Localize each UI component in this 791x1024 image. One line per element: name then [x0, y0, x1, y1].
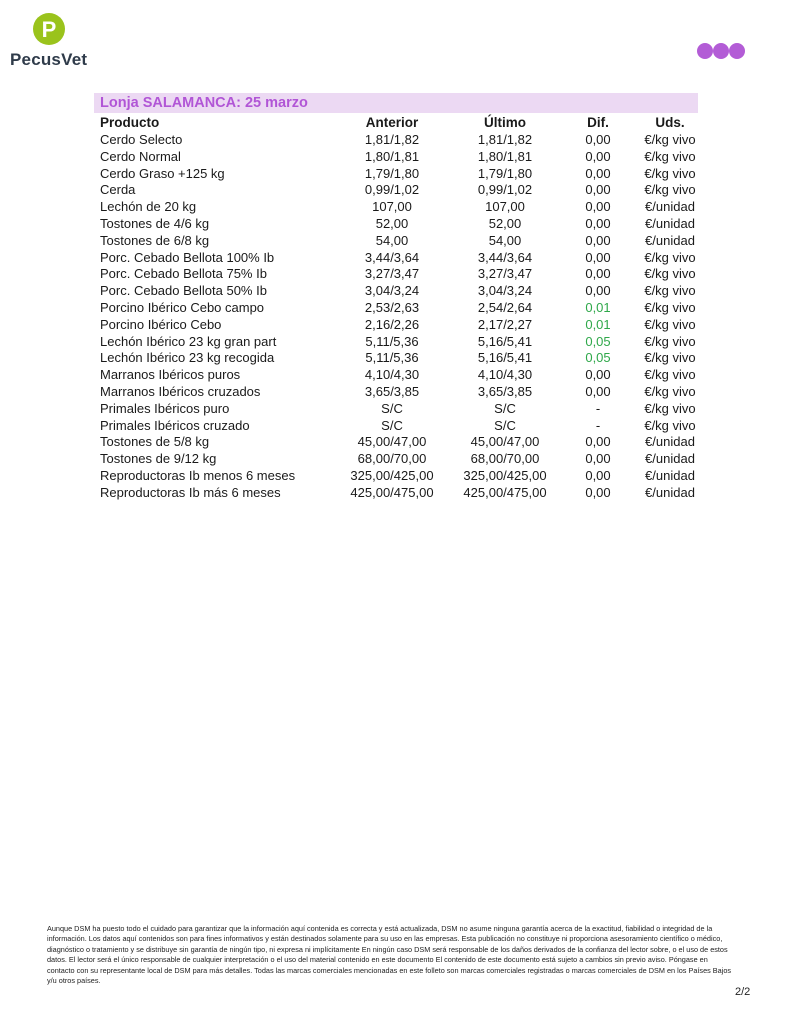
cell-ultimo: 45,00/47,00: [470, 434, 540, 450]
cell-anterior: 2,16/2,26: [364, 316, 420, 332]
cell-uds: €/kg vivo: [644, 383, 696, 399]
table-row: [94, 468, 704, 485]
cell-anterior: 2,53/2,63: [364, 299, 420, 315]
cell-producto: Tostones de 9/12 kg: [100, 451, 217, 467]
disclaimer-text: Aunque DSM ha puesto todo el cuidado para garantizar que la información aquí contenida es correcta y está actualizada, DSM no asume ninguna garantía acerca de la exactitud, fiabilidad o integridad de la información. Los datos aquí contenidos son para fines informativos y están destinados solamente para su uso en las empresas. Esta publicación no constituye ni proporciona asesoramiento científico o médico, diagnóstico o tratamiento y se distribuye sin garantía de ningún tipo, ni expresa ni implícitamente En ningún caso DSM será responsable de los daños derivados de la confianza del lector sobre, o el uso de estos datos. El lector será el único responsable de cualquier interpretación o el uso del material contenido en este documento El contenido de este documento está sujeto a cambios sin previo aviso. Póngase en contacto con su representante local de DSM para más detalles. Todas las marcas comerciales mencionadas en este folleto son marcas comerciales registradas o marcas comerciales de DSM en los Países Bajos y/u otros países.: [47, 924, 732, 986]
cell-producto: Porcino Ibérico Cebo campo: [100, 299, 265, 315]
cell-producto: Lechón de 20 kg: [100, 199, 197, 215]
cell-dif: 0,00: [585, 283, 611, 299]
table-row: [94, 166, 704, 183]
cell-uds: €/unidad: [645, 232, 695, 248]
cell-uds: €/kg vivo: [644, 165, 696, 181]
cell-anterior: 425,00/475,00: [350, 484, 434, 500]
table-row: [94, 182, 704, 199]
header-ultimo: Último: [484, 115, 526, 130]
cell-ultimo: 325,00/425,00: [463, 467, 547, 483]
cell-anterior: 5,11/5,36: [365, 350, 419, 366]
table-row: [94, 334, 704, 351]
cell-dif: 0,05: [585, 350, 611, 366]
table-header-row: [94, 113, 704, 132]
cell-anterior: 3,27/3,47: [364, 266, 420, 282]
cell-producto: Tostones de 4/6 kg: [100, 215, 210, 231]
cell-dif: 0,00: [585, 199, 611, 215]
table-row: [94, 300, 704, 317]
cell-producto: Porc. Cebado Bellota 100% Ib: [100, 249, 275, 265]
cell-ultimo: 3,65/3,85: [477, 383, 533, 399]
cell-anterior: 107,00: [372, 199, 412, 215]
cell-dif: 0,01: [585, 299, 611, 315]
cell-ultimo: 2,17/2,27: [477, 316, 533, 332]
cell-dif: 0,00: [585, 451, 611, 467]
cell-uds: €/unidad: [645, 199, 695, 215]
cell-uds: €/unidad: [645, 451, 695, 467]
cell-dif: 0,05: [585, 333, 611, 349]
table-row: [94, 283, 704, 300]
cell-dif: 0,00: [585, 165, 611, 181]
cell-producto: Tostones de 6/8 kg: [100, 232, 210, 248]
table-row: [94, 250, 704, 267]
price-table-section: [94, 93, 698, 502]
cell-uds: €/unidad: [645, 434, 695, 450]
table-row: [94, 451, 704, 468]
cell-producto: Lechón Ibérico 23 kg gran part: [100, 333, 277, 349]
cell-anterior: 1,79/1,80: [364, 165, 420, 181]
table-row: [94, 132, 704, 149]
cell-uds: €/kg vivo: [644, 316, 696, 332]
dot-icon: [697, 43, 713, 59]
table-title: Lonja SALAMANCA: 25 marzo: [94, 93, 698, 113]
cell-producto: Primales Ibéricos puro: [100, 400, 230, 416]
svg-text:P: P: [41, 17, 57, 42]
cell-dif: -: [595, 417, 601, 433]
cell-dif: 0,00: [585, 434, 611, 450]
cell-producto: Marranos Ibéricos puros: [100, 367, 241, 383]
pecusvet-logo-icon: [32, 12, 66, 46]
cell-uds: €/kg vivo: [644, 283, 696, 299]
cell-ultimo: 52,00: [488, 215, 522, 231]
cell-anterior: S/C: [381, 417, 403, 433]
cell-anterior: 4,10/4,30: [364, 367, 420, 383]
header-dif: Dif.: [587, 115, 609, 130]
header-producto: Producto: [100, 115, 160, 130]
cell-dif: 0,00: [585, 266, 611, 282]
cell-producto: Reproductoras Ib más 6 meses: [100, 484, 281, 500]
cell-ultimo: 5,16/5,41: [477, 333, 533, 349]
cell-ultimo: 68,00/70,00: [470, 451, 540, 467]
cell-uds: €/unidad: [645, 484, 695, 500]
cell-dif: 0,00: [585, 383, 611, 399]
cell-producto: Lechón Ibérico 23 kg recogida: [100, 350, 275, 366]
cell-dif: 0,00: [585, 215, 611, 231]
price-table: [94, 113, 704, 502]
cell-uds: €/kg vivo: [644, 249, 696, 265]
cell-dif: -: [595, 400, 601, 416]
cell-dif: 0,00: [585, 249, 611, 265]
cell-dif: 0,01: [585, 316, 611, 332]
cell-uds: €/kg vivo: [644, 333, 696, 349]
cell-uds: €/kg vivo: [644, 350, 696, 366]
cell-dif: 0,00: [585, 484, 611, 500]
table-row: [94, 199, 704, 216]
cell-producto: Reproductoras Ib menos 6 meses: [100, 467, 296, 483]
cell-anterior: 1,81/1,82: [364, 132, 420, 147]
cell-anterior: 68,00/70,00: [357, 451, 427, 467]
cell-dif: 0,00: [585, 467, 611, 483]
table-row: [94, 418, 704, 435]
table-row: [94, 434, 704, 451]
table-row: [94, 266, 704, 283]
table-row: [94, 485, 704, 502]
dot-icon: [713, 43, 729, 59]
cell-ultimo: 1,80/1,81: [477, 148, 533, 164]
table-row: [94, 401, 704, 418]
decorative-dots: [697, 43, 745, 59]
table-row: [94, 233, 704, 250]
cell-ultimo: 1,81/1,82: [477, 132, 533, 147]
cell-anterior: 325,00/425,00: [350, 467, 434, 483]
cell-producto: Porc. Cebado Bellota 50% Ib: [100, 283, 267, 299]
cell-anterior: 54,00: [375, 232, 409, 248]
cell-producto: Cerdo Selecto: [100, 132, 183, 147]
cell-producto: Cerdo Normal: [100, 148, 181, 164]
cell-anterior: 3,04/3,24: [364, 283, 420, 299]
cell-anterior: 3,65/3,85: [364, 383, 420, 399]
cell-ultimo: 107,00: [485, 199, 525, 215]
cell-uds: €/kg vivo: [644, 132, 696, 147]
cell-ultimo: 0,99/1,02: [477, 182, 533, 198]
cell-ultimo: 2,54/2,64: [477, 299, 533, 315]
cell-producto: Porcino Ibérico Cebo: [100, 316, 222, 332]
cell-ultimo: 4,10/4,30: [477, 367, 533, 383]
dot-icon: [729, 43, 745, 59]
cell-dif: 0,00: [585, 148, 611, 164]
table-body: [94, 132, 704, 502]
cell-producto: Cerdo Graso +125 kg: [100, 165, 225, 181]
cell-anterior: 5,11/5,36: [365, 333, 419, 349]
page-number: 2/2: [735, 986, 751, 998]
table-row: [94, 216, 704, 233]
table-row: [94, 317, 704, 334]
cell-producto: Cerda: [100, 182, 136, 198]
table-row: [94, 149, 704, 166]
cell-dif: 0,00: [585, 232, 611, 248]
cell-uds: €/kg vivo: [644, 400, 696, 416]
cell-producto: Tostones de 5/8 kg: [100, 434, 210, 450]
cell-uds: €/unidad: [645, 467, 695, 483]
table-row: [94, 367, 704, 384]
cell-producto: Porc. Cebado Bellota 75% Ib: [100, 266, 267, 282]
cell-anterior: 1,80/1,81: [364, 148, 420, 164]
cell-uds: €/kg vivo: [644, 299, 696, 315]
cell-uds: €/kg vivo: [644, 182, 696, 198]
cell-producto: Primales Ibéricos cruzado: [100, 417, 250, 433]
cell-ultimo: 54,00: [488, 232, 522, 248]
cell-ultimo: 3,04/3,24: [477, 283, 533, 299]
cell-uds: €/kg vivo: [644, 266, 696, 282]
cell-ultimo: 1,79/1,80: [477, 165, 533, 181]
cell-ultimo: 3,27/3,47: [477, 266, 533, 282]
cell-dif: 0,00: [585, 182, 611, 198]
cell-uds: €/kg vivo: [644, 148, 696, 164]
cell-anterior: 45,00/47,00: [357, 434, 427, 450]
cell-anterior: 3,44/3,64: [364, 249, 420, 265]
cell-ultimo: 425,00/475,00: [463, 484, 547, 500]
table-row: [94, 350, 704, 367]
cell-dif: 0,00: [585, 367, 611, 383]
header-uds: Uds.: [655, 115, 685, 130]
brand-name: PecusVet: [10, 50, 88, 69]
cell-uds: €/kg vivo: [644, 367, 696, 383]
cell-anterior: 52,00: [375, 215, 409, 231]
cell-ultimo: 3,44/3,64: [477, 249, 533, 265]
cell-ultimo: S/C: [494, 417, 516, 433]
cell-anterior: S/C: [381, 400, 403, 416]
table-row: [94, 384, 704, 401]
cell-ultimo: S/C: [494, 400, 516, 416]
cell-dif: 0,00: [585, 132, 611, 147]
cell-ultimo: 5,16/5,41: [477, 350, 533, 366]
cell-uds: €/kg vivo: [644, 417, 696, 433]
cell-uds: €/unidad: [645, 215, 695, 231]
cell-anterior: 0,99/1,02: [364, 182, 420, 198]
cell-producto: Marranos Ibéricos cruzados: [100, 383, 261, 399]
header-anterior: Anterior: [365, 115, 419, 130]
